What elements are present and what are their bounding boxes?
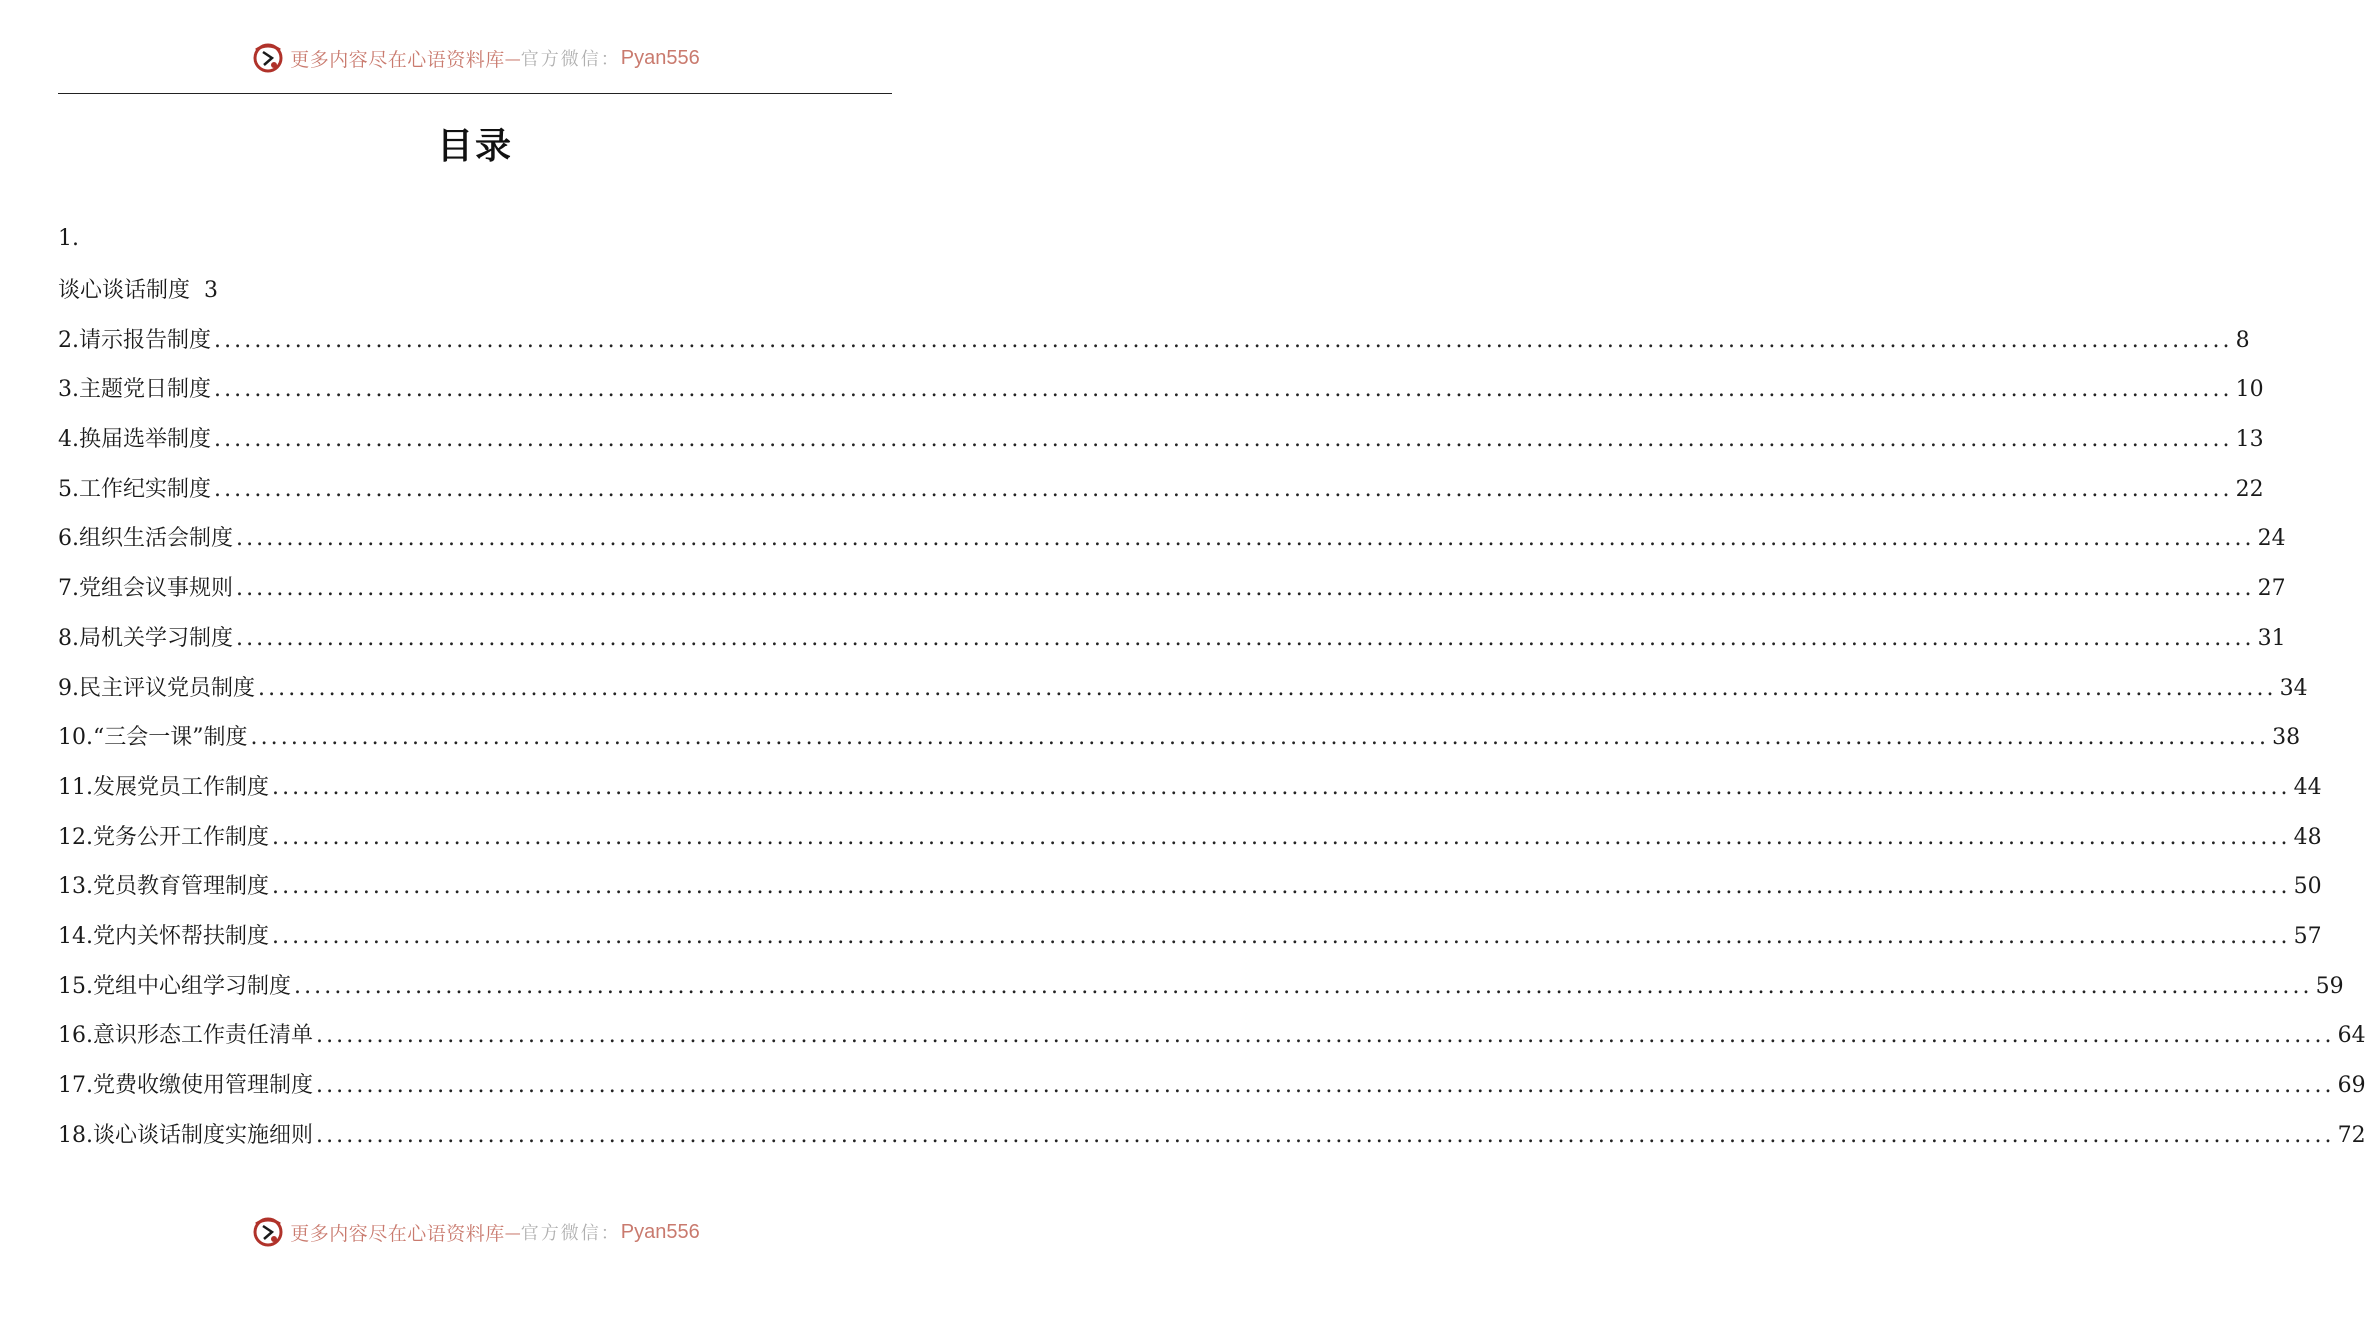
toc-entry-row [58, 919, 2322, 950]
toc-entry-page: 57 [2293, 923, 2322, 949]
toc-entry-page: 64 [2337, 1023, 2366, 1049]
header-banner [0, 38, 950, 78]
toc-entry-title: 18.谈心谈话制度实施细则 [58, 1122, 313, 1148]
toc-entry[interactable] [58, 711, 2301, 761]
table-of-contents [58, 214, 2366, 1158]
page-title: 目录 [436, 126, 513, 167]
toc-entry[interactable] [58, 1009, 2366, 1059]
toc-leader-dots: ........................................................................................................................................................................................................ [236, 625, 2255, 651]
toc-leader-dots: ........................................................................................................................................................................................................ [250, 725, 2270, 751]
toc-entry-title: 11.发展党员工作制度 [58, 774, 269, 800]
toc-entry[interactable] [58, 363, 2264, 413]
toc-leader-dots: ........................................................................................................................................................................................................ [214, 476, 2233, 502]
toc-entry-row [58, 869, 2322, 900]
toc-leader-dots: ........................................................................................................................................................................................................ [272, 824, 2291, 850]
toc-entry-row [58, 820, 2322, 851]
toc-leader-dots: ........................................................................................................................................................................................................ [214, 327, 2233, 353]
toc-leader-dots: ........................................................................................................................................................................................................ [316, 1073, 2335, 1099]
toc-entry-row [58, 621, 2286, 652]
toc-leader-dots: ........................................................................................................................................................................................................ [316, 1023, 2335, 1049]
header-banner-text: 更多内容尽在心语资料库 [290, 48, 505, 71]
brand-logo-icon [250, 40, 286, 76]
header-wechat-label: 官方微信： [520, 49, 621, 70]
toc-entry-row [58, 472, 2264, 503]
toc-entry[interactable] [58, 612, 2286, 662]
toc-entry-page: 59 [2315, 973, 2344, 999]
toc-entry[interactable] [58, 1059, 2366, 1109]
toc-entry-page: 31 [2257, 625, 2286, 651]
toc-entry-row [58, 1068, 2366, 1099]
toc-entry-title: 13.党员教育管理制度 [58, 874, 269, 900]
toc-entry[interactable] [58, 661, 2308, 711]
header-wechat-id: Pyan556 [620, 46, 700, 69]
footer-separator: — [504, 1222, 521, 1242]
toc-entry-page: 10 [2235, 377, 2264, 403]
toc-entry[interactable] [58, 761, 2322, 811]
toc-entry[interactable] [58, 810, 2322, 860]
footer-banner [0, 1212, 950, 1252]
toc-entry-title: 17.党费收缴使用管理制度 [58, 1073, 313, 1099]
toc-entry-row [58, 422, 2264, 453]
toc-leader-dots: ........................................................................................................................................................................................................ [214, 377, 2233, 403]
toc-leader-dots: ........................................................................................................................................................................................................ [272, 874, 2291, 900]
toc-entry-row [58, 770, 2322, 801]
toc-entry[interactable] [58, 910, 2322, 960]
toc-leader-dots: ........................................................................................................................................................................................................ [272, 923, 2291, 949]
toc-leader-dots: ........................................................................................................................................................................................................ [294, 973, 2313, 999]
toc-entry-title: 9.民主评议党员制度 [58, 675, 255, 701]
toc-entry[interactable] [58, 413, 2264, 463]
footer-wechat-id: Pyan556 [620, 1220, 700, 1243]
toc-entry-page: 22 [2235, 476, 2264, 502]
toc-entry-page: 38 [2272, 725, 2301, 751]
toc-entry[interactable] [58, 959, 2344, 1009]
toc-entry[interactable] [58, 462, 2264, 512]
toc-entry-title: 7.党组会议事规则 [58, 576, 233, 602]
toc-entry-title: 2.请示报告制度 [58, 327, 211, 353]
toc-entry-page: 34 [2279, 675, 2308, 701]
toc-entry-page: 13 [2235, 427, 2264, 453]
footer-wechat-label: 官方微信： [520, 1223, 621, 1244]
toc-entry-row [58, 571, 2286, 602]
toc-entry-title: 4.换届选举制度 [58, 427, 211, 453]
toc-entry-title: 14.党内关怀帮扶制度 [58, 923, 269, 949]
toc-entry-page: 24 [2257, 526, 2286, 552]
toc-leader-dots: ........................................................................................................................................................................................................ [272, 774, 2291, 800]
toc-entry-row [58, 1018, 2366, 1049]
toc-entry-row [58, 671, 2308, 702]
toc-leader-dots: ........................................................................................................................................................................................................ [236, 576, 2255, 602]
toc-leader-dots: ........................................................................................................................................................................................................ [258, 675, 2277, 701]
toc-entry-page: 48 [2293, 824, 2322, 850]
toc-entry-title: 15.党组中心组学习制度 [58, 973, 291, 999]
toc-entry-page: 44 [2293, 774, 2322, 800]
header-rule [58, 93, 892, 94]
toc-entry-page: 69 [2337, 1073, 2366, 1099]
toc-split-text: 谈心谈话制度 3 [58, 278, 218, 304]
toc-entry-row [58, 323, 2250, 354]
toc-entry-title: 8.局机关学习制度 [58, 625, 233, 651]
toc-entry[interactable] [58, 860, 2322, 910]
toc-entry-title: 16.意识形态工作责任清单 [58, 1023, 313, 1049]
toc-entry-row [58, 372, 2264, 403]
toc-entry-row [58, 521, 2286, 552]
toc-entry[interactable] [58, 562, 2286, 612]
toc-entry[interactable] [58, 313, 2250, 363]
toc-entry-row [58, 720, 2301, 751]
header-separator: — [504, 48, 521, 68]
toc-split-line-2 [58, 264, 892, 314]
toc-entry[interactable] [58, 512, 2286, 562]
toc-entry-row [58, 1118, 2366, 1149]
toc-entry[interactable] [58, 1108, 2366, 1158]
toc-split-line-1 [58, 214, 892, 264]
toc-leader-dots: ........................................................................................................................................................................................................ [316, 1122, 2335, 1148]
toc-entry-page: 50 [2293, 874, 2322, 900]
toc-leader-dots: ........................................................................................................................................................................................................ [214, 427, 2233, 453]
toc-split-number: 1. [58, 226, 79, 252]
toc-leader-dots: ........................................................................................................................................................................................................ [236, 526, 2255, 552]
toc-entry-row [58, 969, 2344, 1000]
toc-entry-list [58, 313, 2366, 1158]
toc-entry-title: 3.主题党日制度 [58, 377, 211, 403]
toc-entry-page: 72 [2337, 1122, 2366, 1148]
toc-entry-page: 8 [2235, 327, 2250, 353]
toc-entry-title: 6.组织生活会制度 [58, 526, 233, 552]
brand-logo-icon [250, 1214, 286, 1250]
toc-entry-title: 12.党务公开工作制度 [58, 824, 269, 850]
footer-banner-text: 更多内容尽在心语资料库 [290, 1222, 505, 1245]
toc-entry-page: 27 [2257, 576, 2286, 602]
toc-entry-title: 10.“三会一课”制度 [58, 725, 248, 751]
toc-entry-title: 5.工作纪实制度 [58, 476, 211, 502]
